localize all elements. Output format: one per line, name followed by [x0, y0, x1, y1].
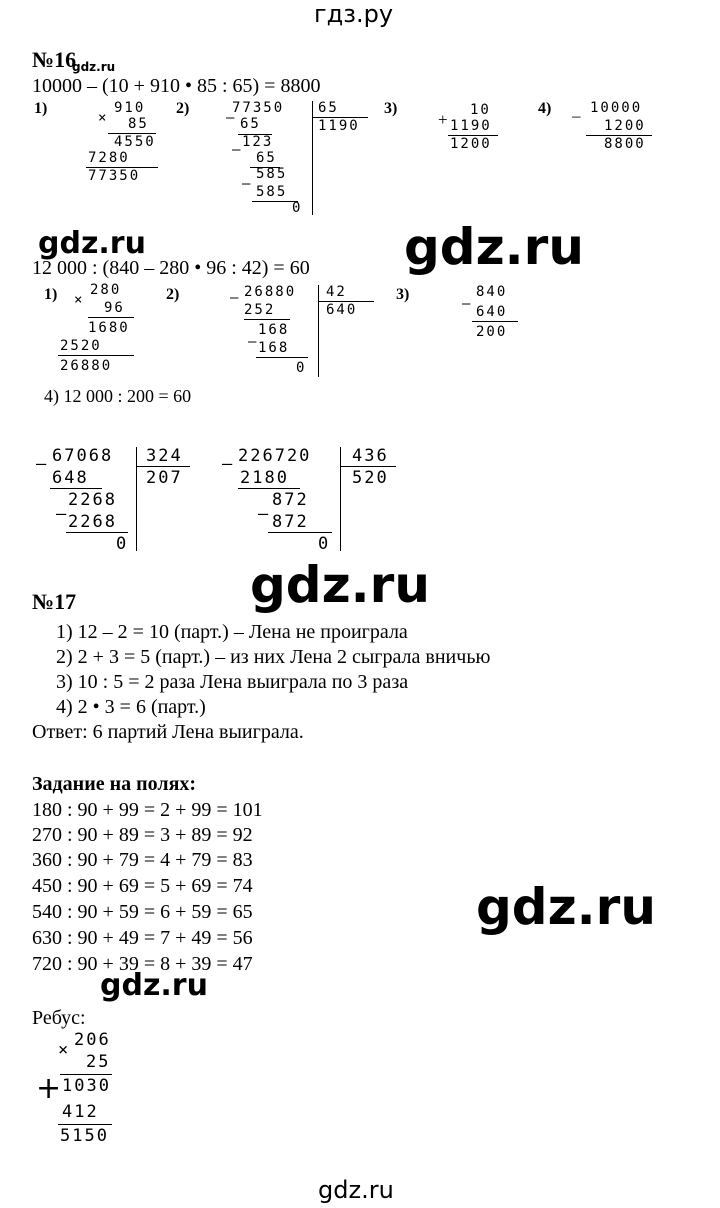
col2-s1: 65	[240, 116, 261, 132]
divA-dividend: 67068	[52, 446, 114, 466]
divA-r1: 2268	[68, 490, 117, 510]
divB-divisor-rule	[340, 466, 396, 467]
colB2-minus-1: –	[230, 290, 241, 306]
col1-a: 910	[114, 100, 146, 116]
col2-quotient: 1190	[318, 118, 360, 134]
colB3-res: 200	[476, 324, 508, 340]
col4-b: 1200	[604, 118, 646, 134]
divB-s1: 2180	[240, 468, 289, 488]
colB1-rule-2	[58, 355, 134, 356]
colB1-a: 280	[90, 282, 122, 298]
margin-line-5: 540 : 90 + 59 = 6 + 59 = 65	[32, 901, 253, 923]
divA-divisor-rule	[136, 466, 190, 467]
rebus-op-plus: +	[36, 1071, 62, 1106]
colB2-rem: 0	[296, 360, 307, 376]
colB2-dividend: 26880	[244, 284, 297, 300]
col4-res: 8800	[604, 136, 646, 152]
rebus-rule-2	[58, 1124, 112, 1125]
colB1-p2: 2520	[60, 338, 102, 354]
divA-s2: 2268	[68, 512, 117, 532]
divA-divisor: 324	[146, 446, 183, 466]
divA-rule-1	[50, 488, 102, 489]
divB-rem: 0	[318, 534, 331, 554]
rebus-rule-1	[60, 1074, 112, 1075]
margin-line-4: 450 : 90 + 69 = 5 + 69 = 74	[32, 875, 253, 897]
margin-line-3: 360 : 90 + 79 = 4 + 79 = 83	[32, 849, 253, 871]
rebus-res: 5150	[60, 1126, 109, 1146]
divA-rem: 0	[116, 534, 129, 554]
col4-op: –	[572, 106, 581, 125]
rebus-a: 206	[74, 1030, 111, 1050]
colB2-r1: 168	[258, 322, 290, 338]
header-site: гдз.ру	[314, 0, 394, 28]
divB-minus-2: –	[258, 504, 271, 524]
watermark-large-2: gdz.ru	[250, 556, 430, 614]
col2-s2: 65	[256, 150, 277, 166]
task16-equation-2: 12 000 : (840 – 280 • 96 : 42) = 60	[32, 257, 310, 279]
col2-s3: 585	[256, 184, 288, 200]
task17-title: №17	[32, 589, 77, 614]
col2-minus-3: –	[242, 176, 253, 192]
col1-res: 77350	[88, 168, 141, 184]
divB-rule-1	[238, 488, 300, 489]
colB2-divisor: 42	[326, 284, 347, 300]
rebus-b: 25	[86, 1052, 111, 1072]
col1-b: 85	[128, 116, 149, 132]
watermark-large-3: gdz.ru	[476, 878, 656, 936]
rebus-p1: 1030	[62, 1076, 111, 1096]
colB2-rule-2	[256, 357, 308, 358]
col2-minus-1: –	[226, 110, 237, 126]
footer-site: gdz.ru	[318, 1176, 394, 1204]
col4-a: 10000	[590, 100, 643, 116]
colB2-s1: 252	[244, 302, 276, 318]
task16-step-4: 4) 12 000 : 200 = 60	[44, 386, 192, 406]
colB2-minus-2: –	[248, 334, 259, 350]
colB2-quotient: 640	[326, 302, 358, 318]
divA-minus-2: –	[56, 504, 69, 524]
colB1-rule-1	[88, 317, 134, 318]
divB-dividend: 226720	[238, 446, 312, 466]
divB-bar	[340, 447, 341, 551]
divB-rule-2	[268, 532, 332, 533]
col2-minus-2: –	[232, 142, 243, 158]
divA-bar	[136, 447, 137, 551]
label-b1: 1)	[44, 286, 58, 303]
margin-line-2: 270 : 90 + 89 = 3 + 89 = 92	[32, 824, 253, 846]
divB-divisor: 436	[352, 446, 389, 466]
label-1: 1)	[34, 100, 48, 117]
colB1-op: ×	[74, 292, 85, 308]
margin-task-title: Задание на полях:	[32, 773, 197, 795]
col2-bar	[312, 101, 313, 215]
margin-line-6: 630 : 90 + 49 = 7 + 49 = 56	[32, 927, 253, 949]
col2-rem: 0	[292, 200, 303, 216]
watermark-small-1: gdz.ru	[38, 226, 146, 261]
divA-quotient: 207	[146, 468, 183, 488]
label-3: 3)	[384, 100, 398, 117]
colB3-a: 840	[476, 284, 508, 300]
col2-dividend: 77350	[232, 100, 285, 116]
colB2-rule-1	[244, 319, 290, 320]
colB3-rule	[472, 321, 518, 322]
label-4: 4)	[538, 100, 552, 117]
col3-a: 10	[470, 102, 491, 118]
col3-b: 1190	[450, 118, 492, 134]
col2-r2: 585	[256, 166, 288, 182]
col3-op: +	[438, 110, 448, 129]
colB1-res: 26880	[60, 358, 113, 374]
rebus-op-mult: ×	[58, 1040, 71, 1060]
divB-r1: 872	[272, 490, 309, 510]
margin-line-1: 180 : 90 + 99 = 2 + 99 = 101	[32, 799, 263, 821]
colB1-p1: 1680	[88, 320, 130, 336]
col1-p2: 7280	[88, 150, 130, 166]
divA-rule-2	[66, 532, 128, 533]
col1-op: ×	[98, 110, 109, 126]
divB-s2: 872	[272, 512, 309, 532]
col2-divisor: 65	[318, 100, 339, 116]
task17-step-3: 3) 10 : 5 = 2 раза Лена выиграла по 3 раза	[56, 671, 409, 693]
divA-minus-1: –	[36, 454, 49, 474]
colB1-b: 96	[104, 300, 125, 316]
divA-s1: 648	[52, 468, 89, 488]
colB3-b: 640	[476, 304, 508, 320]
divB-quotient: 520	[352, 468, 389, 488]
label-2: 2)	[176, 100, 190, 117]
task17-step-4: 4) 2 • 3 = 6 (парт.)	[56, 696, 206, 718]
label-b2: 2)	[166, 286, 180, 303]
rebus-title: Ребус:	[32, 1007, 86, 1029]
task16-equation-1: 10000 – (10 + 910 • 85 : 65) = 8800	[32, 75, 321, 97]
task17-answer: Ответ: 6 партий Лена выиграла.	[32, 721, 304, 743]
rebus-p2: 412	[62, 1102, 99, 1122]
col3-res: 1200	[450, 136, 492, 152]
watermark-small-2: gdz.ru	[100, 968, 208, 1003]
watermark-large-1: gdz.ru	[404, 218, 584, 276]
task17-step-2: 2) 2 + 3 = 5 (парт.) – из них Лена 2 сыграла вничью	[56, 646, 491, 668]
colB2-s2: 168	[258, 340, 290, 356]
colB2-bar	[318, 285, 319, 377]
task16-title: №16	[32, 47, 77, 72]
col2-r1: 123	[242, 134, 274, 150]
colB3-minus: –	[462, 296, 473, 312]
task16-subscript-watermark: gdz.ru	[72, 60, 116, 74]
task17-step-1: 1) 12 – 2 = 10 (парт.) – Лена не проиграла	[56, 621, 408, 643]
col1-p1: 4550	[114, 134, 156, 150]
divB-minus-1: –	[222, 454, 235, 474]
margin-line-7: 720 : 90 + 39 = 8 + 39 = 47	[32, 953, 253, 975]
label-b3: 3)	[396, 286, 410, 303]
